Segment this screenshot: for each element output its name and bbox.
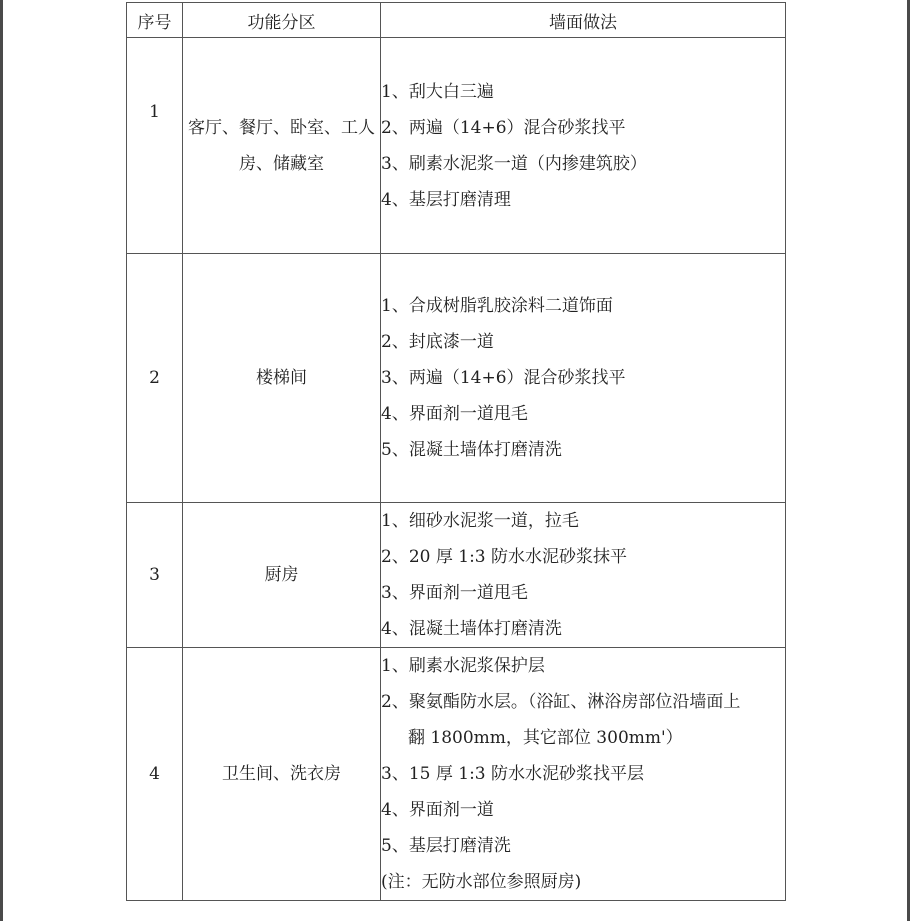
row-number: 3 — [127, 503, 183, 648]
method-step: 3、15 厚 1:3 防水水泥砂浆找平层 — [381, 764, 645, 784]
method-step: 3、刷素水泥浆一道（内掺建筑胶） — [381, 153, 647, 174]
method-step: 1、合成树脂乳胶涂料二道饰面 — [381, 296, 613, 316]
method-step: 2、封底漆一道 — [381, 332, 494, 352]
method-note: (注：无防水部位参照厨房) — [381, 872, 582, 892]
header-function-zone: 功能分区 — [183, 3, 381, 38]
method-step: 5、基层打磨清洗 — [381, 836, 511, 856]
method-step: 2、两遍（14+6）混合砂浆找平 — [381, 117, 626, 138]
method-step: 5、混凝土墙体打磨清洗 — [381, 440, 562, 460]
method-step: 3、两遍（14+6）混合砂浆找平 — [381, 368, 626, 388]
method-step: 3、界面剂一道甩毛 — [381, 583, 528, 603]
table-row — [127, 254, 786, 503]
table-header-row — [127, 3, 786, 38]
row-method — [381, 648, 786, 901]
method-step: 4、界面剂一道 — [381, 800, 494, 820]
row-number: 2 — [127, 254, 183, 503]
method-step: 2、20 厚 1:3 防水水泥砂浆抹平 — [381, 547, 628, 567]
method-step: 4、混凝土墙体打磨清洗 — [381, 619, 562, 639]
row-number: 4 — [127, 648, 183, 901]
row-zone: 楼梯间 — [183, 254, 381, 503]
method-step-continuation: 翻 1800mm，其它部位 300mm'） — [408, 728, 683, 748]
header-serial-number: 序号 — [127, 3, 183, 38]
method-step: 1、刮大白三遍 — [381, 81, 494, 102]
left-border — [0, 0, 3, 921]
row-method — [381, 503, 786, 648]
table-row — [127, 648, 786, 901]
row-method — [381, 254, 786, 503]
row-zone: 卫生间、洗衣房 — [183, 648, 381, 901]
table-row — [127, 38, 786, 254]
method-step: 4、基层打磨清理 — [381, 189, 511, 210]
method-step: 1、细砂水泥浆一道，拉毛 — [381, 511, 579, 531]
row-zone: 客厅、餐厅、卧室、工人房、储藏室 — [183, 38, 381, 254]
row-method — [381, 38, 786, 254]
method-step: 2、聚氨酯防水层。（浴缸、淋浴房部位沿墙面上 — [381, 692, 741, 712]
wall-finish-table — [126, 2, 786, 901]
table-row — [127, 503, 786, 648]
row-zone: 厨房 — [183, 503, 381, 648]
header-wall-method: 墙面做法 — [381, 3, 786, 38]
method-step: 4、界面剂一道甩毛 — [381, 404, 528, 424]
method-step: 1、刷素水泥浆保护层 — [381, 656, 545, 676]
row-number: 1 — [127, 38, 183, 254]
